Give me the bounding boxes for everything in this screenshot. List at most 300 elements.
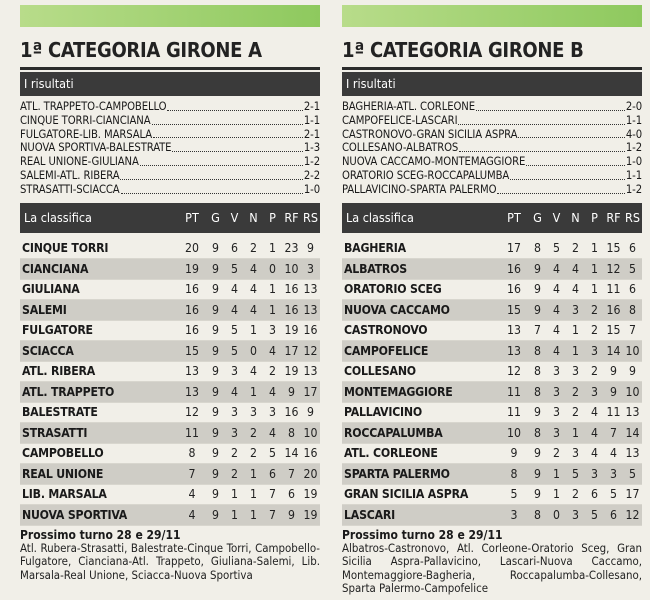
stat-rf: 10 bbox=[284, 261, 299, 276]
match-teams: BAGHERIA-ATL. CORLEONE bbox=[342, 100, 475, 113]
match-teams: ATL. TRAPPETO-CAMPOBELLO bbox=[20, 100, 167, 113]
standings-title: La classifica bbox=[346, 210, 414, 226]
results-list bbox=[342, 100, 642, 197]
stat-n: 1 bbox=[250, 487, 257, 502]
result-row bbox=[20, 128, 320, 142]
team-name: BAGHERIA bbox=[344, 241, 406, 256]
stat-rf: 16 bbox=[284, 405, 299, 420]
stat-rf: 4 bbox=[610, 446, 617, 461]
standings-row bbox=[342, 505, 642, 526]
stat-v: 5 bbox=[231, 323, 238, 338]
standings-row bbox=[20, 505, 320, 526]
standings-row bbox=[20, 464, 320, 485]
stat-g: 9 bbox=[212, 466, 219, 481]
stat-rf: 16 bbox=[284, 282, 299, 297]
stat-v: 2 bbox=[231, 446, 238, 461]
stat-p: 2 bbox=[591, 364, 598, 379]
stat-v: 1 bbox=[231, 487, 238, 502]
match-teams: CINQUE TORRI-CIANCIANA bbox=[20, 113, 151, 127]
match-teams: SALEMI-ATL. RIBERA bbox=[20, 168, 120, 182]
stat-rs: 13 bbox=[625, 405, 640, 420]
col-p-header: P bbox=[269, 210, 276, 226]
team-name: PALLAVICINO bbox=[344, 405, 423, 420]
stat-p: 3 bbox=[591, 466, 598, 481]
group-title: 1ª CATEGORIA GIRONE A bbox=[20, 38, 262, 62]
stat-g: 9 bbox=[534, 487, 541, 502]
results-list bbox=[20, 100, 320, 197]
standings-table bbox=[342, 239, 642, 526]
stat-pt: 16 bbox=[185, 323, 199, 338]
match-score: 1-2 bbox=[625, 141, 642, 155]
stat-v: 3 bbox=[231, 405, 238, 420]
standings-row bbox=[342, 300, 642, 321]
stat-rs: 14 bbox=[625, 425, 640, 440]
team-name: GRAN SICILIA ASPRA bbox=[344, 487, 469, 502]
stat-rf: 5 bbox=[610, 487, 617, 502]
match-teams: ORATORIO SCEG-ROCCAPALUMBA bbox=[342, 168, 510, 182]
stat-rf: 9 bbox=[288, 507, 295, 522]
stat-pt: 16 bbox=[185, 282, 199, 297]
stat-g: 9 bbox=[212, 405, 219, 420]
standings-table bbox=[20, 239, 320, 526]
result-row bbox=[342, 128, 642, 142]
stat-n: 2 bbox=[250, 425, 257, 440]
stat-g: 9 bbox=[212, 507, 219, 522]
stat-n: 5 bbox=[572, 466, 579, 481]
stat-n: 1 bbox=[572, 323, 579, 338]
match-score: 1-0 bbox=[303, 182, 320, 196]
col-pt-header: PT bbox=[507, 210, 521, 226]
stat-v: 4 bbox=[553, 282, 560, 297]
stat-g: 9 bbox=[212, 302, 219, 317]
stat-p: 2 bbox=[591, 323, 598, 338]
col-n-header: N bbox=[571, 210, 580, 226]
results-header: I risultati bbox=[342, 72, 642, 96]
stat-rs: 13 bbox=[625, 446, 640, 461]
stat-v: 3 bbox=[553, 384, 560, 399]
stat-rs: 8 bbox=[629, 302, 636, 317]
stat-rf: 7 bbox=[610, 425, 617, 440]
team-name: SCIACCA bbox=[22, 343, 74, 358]
stat-rs: 10 bbox=[625, 384, 640, 399]
result-row bbox=[342, 183, 642, 197]
stat-pt: 12 bbox=[507, 364, 521, 379]
stat-v: 1 bbox=[231, 507, 238, 522]
standings-row bbox=[20, 485, 320, 506]
stat-pt: 16 bbox=[507, 261, 521, 276]
stat-pt: 8 bbox=[188, 446, 196, 461]
stat-g: 8 bbox=[534, 343, 541, 358]
stat-rf: 7 bbox=[288, 466, 295, 481]
stat-n: 2 bbox=[572, 241, 579, 256]
team-name: NUOVA SPORTIVA bbox=[22, 507, 128, 522]
team-name: GIULIANA bbox=[22, 282, 80, 297]
next-round-title: Prossimo turno 28 e 29/11 bbox=[20, 527, 181, 542]
standings-row bbox=[342, 341, 642, 362]
stat-v: 3 bbox=[553, 405, 560, 420]
dot-leader bbox=[510, 179, 625, 180]
stat-p: 3 bbox=[269, 323, 276, 338]
dot-leader bbox=[153, 137, 303, 138]
stat-rs: 5 bbox=[629, 466, 636, 481]
divider bbox=[20, 67, 320, 70]
stat-g: 9 bbox=[534, 405, 541, 420]
stat-rf: 15 bbox=[606, 241, 621, 256]
team-name: CASTRONOVO bbox=[344, 323, 428, 338]
result-row bbox=[342, 114, 642, 128]
col-v-header: V bbox=[230, 210, 239, 226]
stat-rs: 20 bbox=[303, 466, 318, 481]
standings-row bbox=[342, 464, 642, 485]
stat-n: 3 bbox=[572, 446, 579, 461]
stat-v: 4 bbox=[553, 323, 560, 338]
stat-pt: 13 bbox=[507, 323, 521, 338]
stat-n: 2 bbox=[572, 384, 579, 399]
team-name: CIANCIANA bbox=[22, 261, 89, 276]
team-name: SPARTA PALERMO bbox=[344, 466, 450, 481]
stat-n: 1 bbox=[250, 466, 257, 481]
stat-p: 3 bbox=[591, 384, 598, 399]
dot-leader bbox=[459, 151, 625, 152]
stat-rs: 3 bbox=[307, 261, 314, 276]
stat-n: 4 bbox=[572, 282, 579, 297]
col-pt-header: PT bbox=[185, 210, 199, 226]
col-rf-header: RF bbox=[284, 210, 299, 226]
result-row bbox=[342, 141, 642, 155]
stat-rs: 12 bbox=[625, 507, 640, 522]
dot-leader bbox=[526, 165, 625, 166]
stat-g: 9 bbox=[212, 364, 219, 379]
stat-rf: 8 bbox=[288, 425, 295, 440]
stat-v: 4 bbox=[231, 384, 238, 399]
dot-leader bbox=[121, 193, 303, 194]
stat-rf: 14 bbox=[606, 343, 621, 358]
stat-g: 8 bbox=[534, 507, 541, 522]
dot-leader bbox=[140, 165, 303, 166]
stat-g: 9 bbox=[212, 384, 219, 399]
stat-g: 9 bbox=[534, 282, 541, 297]
stat-n: 4 bbox=[572, 261, 579, 276]
results-header: I risultati bbox=[20, 72, 320, 96]
standings-row bbox=[20, 300, 320, 321]
stat-p: 0 bbox=[269, 261, 276, 276]
stat-rs: 5 bbox=[629, 261, 636, 276]
stat-v: 5 bbox=[231, 343, 238, 358]
match-teams: NUOVA CACCAMO-MONTEMAGGIORE bbox=[342, 155, 526, 169]
stat-n: 3 bbox=[250, 405, 257, 420]
stat-n: 1 bbox=[572, 343, 579, 358]
green-banner bbox=[342, 5, 642, 27]
standings-row bbox=[342, 239, 642, 260]
standings-row bbox=[20, 362, 320, 383]
standings-header bbox=[342, 203, 642, 233]
stat-rs: 9 bbox=[629, 364, 636, 379]
stat-p: 1 bbox=[591, 282, 598, 297]
match-score: 1-1 bbox=[303, 113, 320, 127]
stat-g: 9 bbox=[212, 487, 219, 502]
col-g-header: G bbox=[211, 210, 220, 226]
divider bbox=[342, 67, 642, 70]
stat-rf: 3 bbox=[610, 466, 617, 481]
stat-pt: 10 bbox=[507, 425, 521, 440]
dot-leader bbox=[476, 110, 625, 111]
group-b-column bbox=[342, 0, 642, 596]
stat-p: 3 bbox=[591, 343, 598, 358]
stat-rf: 9 bbox=[610, 384, 617, 399]
stat-rf: 11 bbox=[606, 405, 621, 420]
match-teams: STRASATTI-SCIACCA bbox=[20, 182, 120, 196]
standings-row bbox=[342, 362, 642, 383]
dot-leader bbox=[458, 124, 624, 125]
match-score: 1-3 bbox=[303, 141, 320, 155]
stat-p: 1 bbox=[269, 302, 276, 317]
stat-g: 8 bbox=[534, 364, 541, 379]
stat-rs: 9 bbox=[307, 241, 314, 256]
stat-p: 5 bbox=[269, 446, 276, 461]
col-rs-header: RS bbox=[303, 210, 318, 226]
standings-row bbox=[20, 280, 320, 301]
team-name: ATL. CORLEONE bbox=[344, 446, 438, 461]
stat-rs: 10 bbox=[303, 425, 318, 440]
stat-rf: 23 bbox=[284, 241, 299, 256]
stat-p: 7 bbox=[269, 487, 276, 502]
stat-v: 2 bbox=[553, 446, 560, 461]
team-name: COLLESANO bbox=[344, 364, 416, 379]
standings-row bbox=[342, 280, 642, 301]
stat-pt: 12 bbox=[185, 405, 199, 420]
stat-n: 1 bbox=[572, 425, 579, 440]
stat-pt: 13 bbox=[185, 364, 199, 379]
result-row bbox=[342, 169, 642, 183]
match-score: 1-2 bbox=[303, 155, 320, 169]
stat-pt: 4 bbox=[188, 507, 196, 522]
match-teams: REAL UNIONE-GIULIANA bbox=[20, 155, 139, 169]
stat-g: 9 bbox=[534, 446, 541, 461]
stat-rs: 13 bbox=[303, 302, 318, 317]
stat-rf: 15 bbox=[606, 323, 621, 338]
team-name: CAMPOFELICE bbox=[344, 343, 429, 358]
match-teams: PALLAVICINO-SPARTA PALERMO bbox=[342, 182, 497, 196]
stat-n: 1 bbox=[250, 507, 257, 522]
stat-p: 3 bbox=[269, 405, 276, 420]
group-title: 1ª CATEGORIA GIRONE B bbox=[342, 38, 584, 62]
team-name: MONTEMAGGIORE bbox=[344, 384, 453, 399]
stat-p: 1 bbox=[591, 241, 598, 256]
stat-rf: 14 bbox=[284, 446, 299, 461]
stat-g: 9 bbox=[534, 466, 541, 481]
match-teams: COLLESANO-ALBATROS bbox=[342, 141, 459, 155]
stat-n: 1 bbox=[250, 323, 257, 338]
col-v-header: V bbox=[552, 210, 561, 226]
stat-rs: 17 bbox=[303, 384, 318, 399]
stat-rs: 13 bbox=[303, 282, 318, 297]
match-score: 2-0 bbox=[625, 100, 642, 113]
stat-rs: 16 bbox=[303, 323, 318, 338]
standings-row bbox=[20, 341, 320, 362]
standings-row bbox=[20, 382, 320, 403]
stat-g: 9 bbox=[212, 261, 219, 276]
standings-row bbox=[342, 403, 642, 424]
stat-p: 4 bbox=[269, 384, 276, 399]
dot-leader bbox=[172, 151, 302, 152]
stat-pt: 17 bbox=[507, 241, 521, 256]
stat-n: 4 bbox=[250, 282, 257, 297]
stat-p: 6 bbox=[591, 487, 598, 502]
stat-v: 5 bbox=[231, 261, 238, 276]
stat-pt: 15 bbox=[507, 302, 521, 317]
stat-p: 2 bbox=[591, 302, 598, 317]
stat-rs: 16 bbox=[303, 446, 318, 461]
stat-p: 1 bbox=[269, 282, 276, 297]
stat-p: 5 bbox=[591, 507, 598, 522]
result-row bbox=[20, 114, 320, 128]
team-name: ATL. TRAPPETO bbox=[22, 384, 115, 399]
match-score: 2-1 bbox=[303, 127, 320, 141]
stat-v: 5 bbox=[553, 241, 560, 256]
dot-leader bbox=[167, 110, 302, 111]
stat-rf: 17 bbox=[284, 343, 299, 358]
stat-n: 2 bbox=[250, 241, 257, 256]
match-score: 1-1 bbox=[625, 113, 642, 127]
result-row bbox=[342, 100, 642, 114]
stat-v: 6 bbox=[231, 241, 238, 256]
stat-g: 9 bbox=[534, 302, 541, 317]
standings-row bbox=[342, 259, 642, 280]
stat-n: 4 bbox=[250, 364, 257, 379]
standings-row bbox=[342, 485, 642, 506]
stat-n: 3 bbox=[572, 507, 579, 522]
stat-v: 3 bbox=[553, 425, 560, 440]
stat-pt: 11 bbox=[507, 384, 521, 399]
standings-row bbox=[20, 423, 320, 444]
match-teams: CASTRONOVO-GRAN SICILIA ASPRA bbox=[342, 127, 518, 141]
standings-row bbox=[20, 259, 320, 280]
stat-v: 3 bbox=[553, 364, 560, 379]
stat-v: 4 bbox=[231, 302, 238, 317]
standings-row bbox=[20, 444, 320, 465]
stat-g: 8 bbox=[534, 241, 541, 256]
stat-rs: 9 bbox=[307, 405, 314, 420]
stat-pt: 11 bbox=[507, 405, 521, 420]
stat-n: 0 bbox=[250, 343, 257, 358]
team-name: ALBATROS bbox=[344, 261, 407, 276]
stat-v: 0 bbox=[553, 507, 560, 522]
stat-p: 1 bbox=[269, 241, 276, 256]
stat-pt: 16 bbox=[185, 302, 199, 317]
stat-p: 7 bbox=[269, 507, 276, 522]
next-round-fixtures: Albatros-Castronovo, Atl. Corleone-Oratorio Sceg, Gran Sicilia Aspra-Pallavicino, Lascari-Nuova Caccamo, Montemaggiore-Bagheria, Roccapalumba-Collesano, Sparta Palermo-Campofelice bbox=[342, 540, 642, 596]
stat-pt: 5 bbox=[510, 487, 518, 502]
stat-p: 4 bbox=[591, 425, 598, 440]
stat-v: 4 bbox=[553, 343, 560, 358]
team-name: ROCCAPALUMBA bbox=[344, 425, 443, 440]
dot-leader bbox=[120, 179, 302, 180]
green-banner bbox=[20, 5, 320, 27]
result-row bbox=[20, 169, 320, 183]
stat-p: 4 bbox=[269, 425, 276, 440]
stat-v: 1 bbox=[553, 466, 560, 481]
match-score: 4-0 bbox=[625, 127, 642, 141]
match-score: 1-2 bbox=[625, 182, 642, 196]
stat-rs: 7 bbox=[629, 323, 636, 338]
group-a-column bbox=[20, 0, 320, 582]
team-name: SALEMI bbox=[22, 302, 67, 317]
stat-p: 4 bbox=[591, 405, 598, 420]
stat-n: 3 bbox=[572, 364, 579, 379]
stat-pt: 20 bbox=[185, 241, 199, 256]
col-rs-header: RS bbox=[625, 210, 640, 226]
stat-n: 4 bbox=[250, 302, 257, 317]
stat-rs: 6 bbox=[629, 282, 636, 297]
team-name: REAL UNIONE bbox=[22, 466, 104, 481]
stat-g: 8 bbox=[534, 384, 541, 399]
col-n-header: N bbox=[249, 210, 258, 226]
stat-n: 4 bbox=[250, 261, 257, 276]
stat-p: 4 bbox=[269, 343, 276, 358]
match-teams: CAMPOFELICE-LASCARI bbox=[342, 113, 458, 127]
stat-g: 8 bbox=[534, 425, 541, 440]
stat-pt: 15 bbox=[185, 343, 199, 358]
stat-rs: 12 bbox=[303, 343, 318, 358]
stat-rf: 19 bbox=[284, 364, 299, 379]
stat-n: 2 bbox=[572, 487, 579, 502]
dot-leader bbox=[152, 124, 303, 125]
next-round-title: Prossimo turno 28 e 29/11 bbox=[342, 527, 503, 542]
next-round-fixtures: Atl. Rubera-Strasatti, Balestrate-Cinque Torri, Campobello-Fulgatore, Cianciana-Atl. Trappeto, Giuliana-Salemi, Lib. Marsala-Real Unione, Sciacca-Nuova Sportiva bbox=[20, 540, 320, 582]
col-p-header: P bbox=[591, 210, 598, 226]
stat-n: 2 bbox=[250, 446, 257, 461]
stat-g: 9 bbox=[534, 261, 541, 276]
stat-pt: 8 bbox=[510, 466, 518, 481]
match-score: 1-0 bbox=[625, 155, 642, 169]
match-teams: NUOVA SPORTIVA-BALESTRATE bbox=[20, 141, 172, 155]
stat-p: 1 bbox=[591, 261, 598, 276]
stat-g: 9 bbox=[212, 343, 219, 358]
col-rf-header: RF bbox=[606, 210, 621, 226]
stat-v: 4 bbox=[231, 282, 238, 297]
stat-rf: 9 bbox=[610, 364, 617, 379]
standings-row bbox=[342, 444, 642, 465]
stat-v: 2 bbox=[231, 466, 238, 481]
match-teams: FULGATORE-LIB. MARSALA bbox=[20, 127, 153, 141]
result-row bbox=[20, 155, 320, 169]
stat-n: 3 bbox=[572, 302, 579, 317]
team-name: CINQUE TORRI bbox=[22, 241, 109, 256]
stat-pt: 4 bbox=[188, 487, 196, 502]
team-name: ORATORIO SCEG bbox=[344, 282, 442, 297]
stat-g: 9 bbox=[212, 323, 219, 338]
stat-rf: 11 bbox=[606, 282, 621, 297]
match-score: 2-2 bbox=[303, 168, 320, 182]
stat-pt: 9 bbox=[510, 446, 518, 461]
stat-pt: 19 bbox=[185, 261, 199, 276]
stat-rf: 19 bbox=[284, 323, 299, 338]
stat-g: 7 bbox=[534, 323, 541, 338]
stat-v: 4 bbox=[553, 261, 560, 276]
match-score: 2-1 bbox=[303, 100, 320, 113]
team-name: FULGATORE bbox=[22, 323, 93, 338]
team-name: LASCARI bbox=[344, 507, 396, 522]
standings-row bbox=[20, 239, 320, 260]
stat-rf: 9 bbox=[288, 384, 295, 399]
stat-n: 1 bbox=[250, 384, 257, 399]
stat-rs: 17 bbox=[625, 487, 640, 502]
match-score: 1-1 bbox=[625, 168, 642, 182]
team-name: LIB. MARSALA bbox=[22, 487, 107, 502]
stat-g: 9 bbox=[212, 241, 219, 256]
stat-rf: 12 bbox=[606, 261, 621, 276]
stat-v: 3 bbox=[231, 364, 238, 379]
